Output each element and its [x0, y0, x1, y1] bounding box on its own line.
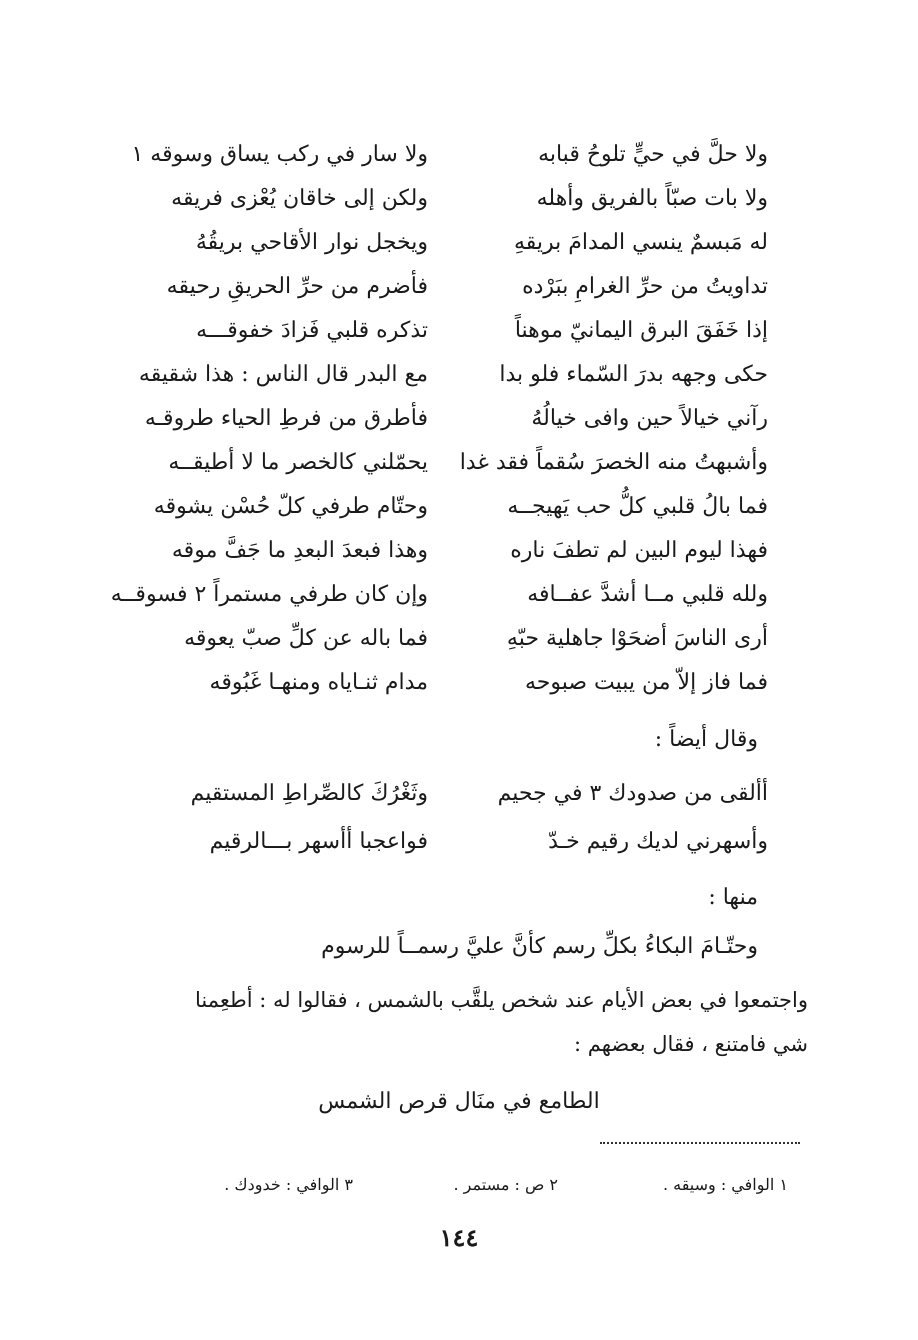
verse-5-first-hemistich: إذا خَفَقَ البرق اليمانيّ موهناً — [514, 318, 768, 343]
footnote-1: ١ الوافي : وسيقه . — [662, 1175, 788, 1194]
quoted-line: الطامع في منَال قرص الشمس — [318, 1089, 600, 1114]
verse-5-second-hemistich: تذكره قلبي فَزادَ خفوقـــه — [196, 318, 428, 343]
verse-10-second-hemistich: وهذا فبعدَ البعدِ ما جَفَّ موقه — [171, 538, 428, 563]
verse-11-second-hemistich: وإن كان طرفي مستمراً ٢ فسوقــه — [110, 582, 428, 607]
verse-9-first-hemistich: فما بالُ قلبي كلُّ حب يَهيجــه — [507, 494, 768, 519]
verse-11-first-hemistich: ولله قلبي مــا أشدَّ عفــافه — [527, 582, 768, 607]
poem-intro: وقال أيضاً : — [654, 727, 758, 752]
verse-10-first-hemistich: فهذا ليوم البين لم تطفَ ناره — [510, 538, 768, 563]
verse-12-second-hemistich: فما باله عن كلِّ صبّ يعوقه — [184, 626, 428, 651]
verse-15-second-hemistich: فواعجبا أأسهر بـــالرقيم — [209, 829, 428, 854]
verse-7-second-hemistich: فأطرق من فرطِ الحياء طروقـه — [144, 406, 428, 431]
verse-14-first-hemistich: أألقى من صدودك ٣ في جحيم — [497, 781, 768, 806]
verse-2-second-hemistich: ولكن إلى خاقان يُعْزى فريقه — [171, 186, 428, 211]
verse-6-second-hemistich: مع البدر قال الناس : هذا شقيقه — [138, 362, 428, 387]
verse-2-first-hemistich: ولا بات صبّاً بالفريق وأهله — [536, 186, 768, 211]
verse-1-first-hemistich: ولا حلَّ في حيٍّ تلوحُ قبابه — [538, 142, 768, 167]
verse-4-second-hemistich: فأضرم من حرِّ الحريقِ رحيقه — [166, 274, 428, 299]
excerpt-intro: منها : — [708, 885, 758, 910]
footnote-3: ٣ الوافي : خدودك . — [224, 1175, 353, 1194]
verse-4-first-hemistich: تداويتُ من حرِّ الغرامِ ببَرْده — [522, 274, 768, 299]
verse-9-second-hemistich: وحتّام طرفي كلّ حُسْن يشوقه — [153, 494, 428, 519]
verse-8-first-hemistich: وأشبهتُ منه الخصرَ سُقماً فقد غدا — [459, 450, 768, 475]
verse-7-first-hemistich: رآني خيالاً حين وافى خيالُهُ — [531, 406, 768, 431]
verse-13-second-hemistich: مدام ثنـاياه ومنهـا غَبُوقه — [209, 670, 428, 695]
verse-3-second-hemistich: ويخجل نوار الأقاحي بريقُهُ — [195, 230, 428, 255]
footnote-divider — [600, 1142, 800, 1144]
page-number: ١٤٤ — [439, 1223, 479, 1252]
prose-line-1: واجتمعوا في بعض الأيام عند شخص يلقَّب بالشمس ، فقالوا له : أطعِمنا — [195, 988, 808, 1012]
verse-3-first-hemistich: له مَبسمٌ ينسي المدامَ بريقهِ — [513, 230, 768, 255]
verse-12-first-hemistich: أرى الناسَ أضحَوْا جاهلية حبّهِ — [506, 626, 768, 651]
verse-15-first-hemistich: وأسهرني لديك رقيم خـدّ — [548, 829, 768, 854]
single-verse: وحتّـامَ البكاءُ بكلِّ رسم كأنَّ عليَّ رسمــاً للرسوم — [321, 934, 758, 959]
verse-1-second-hemistich: ولا سار في ركب يساق وسوقه ١ — [131, 142, 428, 167]
verse-6-first-hemistich: حكى وجهه بدرَ السّماء فلو بدا — [499, 362, 768, 387]
prose-line-2: شي فامتنع ، فقال بعضهم : — [573, 1032, 808, 1056]
verse-13-first-hemistich: فما فاز إلاّ من يبيت صبوحه — [524, 670, 768, 695]
footnote-2: ٢ ص : مستمر . — [453, 1175, 558, 1194]
verse-8-second-hemistich: يحمّلني كالخصر ما لا أطيقــه — [168, 450, 428, 475]
verse-14-second-hemistich: وثَغْرُكَ كالصِّراطِ المستقيم — [190, 781, 428, 806]
